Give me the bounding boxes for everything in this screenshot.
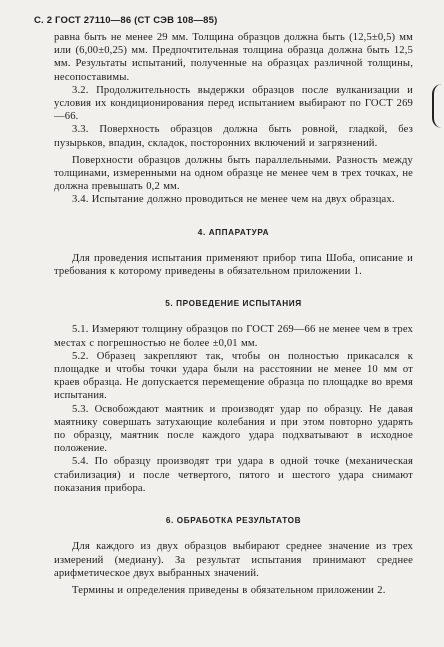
section-heading-5: 5. ПРОВЕДЕНИЕ ИСПЫТАНИЯ [165, 299, 302, 309]
page-header: С. 2 ГОСТ 27110—86 (СТ СЭВ 108—85) [34, 15, 218, 26]
paragraph-5-1: 5.1. Измеряют толщину образцов по ГОСТ 269—66 не менее чем в трех местах с погрешностью не более ±0,01 мм. [54, 324, 413, 349]
section-heading-4: 4. АППАРАТУРА [197, 227, 270, 237]
paragraph-3-4: 3.4. Испытание должно проводиться не менее чем на двух образцах. [72, 194, 395, 206]
paragraph-3-1-continuation: равна быть не менее 29 мм. Толщина образцов должна быть (12,5±0,5) мм или (6,00±0,25) мм. Предпочтительная толщина образца должна быть 12,5 мм. Результаты испытаний, полученные на образцах различной толщины, несопоставимы. [54, 32, 413, 83]
paragraph-3-3-continued: Поверхности образцов должны быть параллельными. Разность между толщинами, измеренными на одном образце не менее чем в трех точках, не должна превышать 0,2 мм. [54, 154, 413, 193]
section-heading-6: 6. ОБРАБОТКА РЕЗУЛЬТАТОВ [165, 516, 302, 526]
binding-mark [432, 84, 442, 128]
paragraph-6-continued: Термины и определения приведены в обязательном приложении 2. [72, 584, 386, 596]
paragraph-5-2: 5.2. Образец закрепляют так, чтобы он полностью прикасался к площадке и чтобы точки удара были на расстоянии не менее 10 мм от краев образца. Не допускается перемещение образца по площадке во время испытания. [54, 350, 413, 402]
paragraph-6: Для каждого из двух образцов выбирают среднее значение из трех измерений (медиану). За результат испытания принимают среднее арифметическое двух выбранных значений. [54, 541, 413, 579]
page-content [54, 31, 413, 597]
paragraph-4: Для проведения испытания применяют прибор типа Шоба, описание и требования к которому приведены в обязательном приложении 1. [54, 252, 413, 278]
paragraph-5-3: 5.3. Освобождают маятник и производят удар по образцу. Не давая маятнику совершать затухающие колебания и при этом повторно ударять по образцу, маятник после каждого удара подхватывают в исходное положение. [54, 403, 413, 455]
paragraph-3-3: 3.3. Поверхность образцов должна быть ровной, гладкой, без пузырьков, впадин, складок, посторонних включений и загрязнений. [54, 124, 413, 149]
paragraph-5-4: 5.4. По образцу производят три удара в одной точке (механическая стабилизация) и после четвертого, пятого и шестого удара снимают показания прибора. [54, 456, 413, 494]
paragraph-3-2: 3.2. Продолжительность выдержки образцов после вулканизации и условия их кондиционирования перед испытанием выбирают по ГОСТ 269—66. [54, 84, 413, 123]
